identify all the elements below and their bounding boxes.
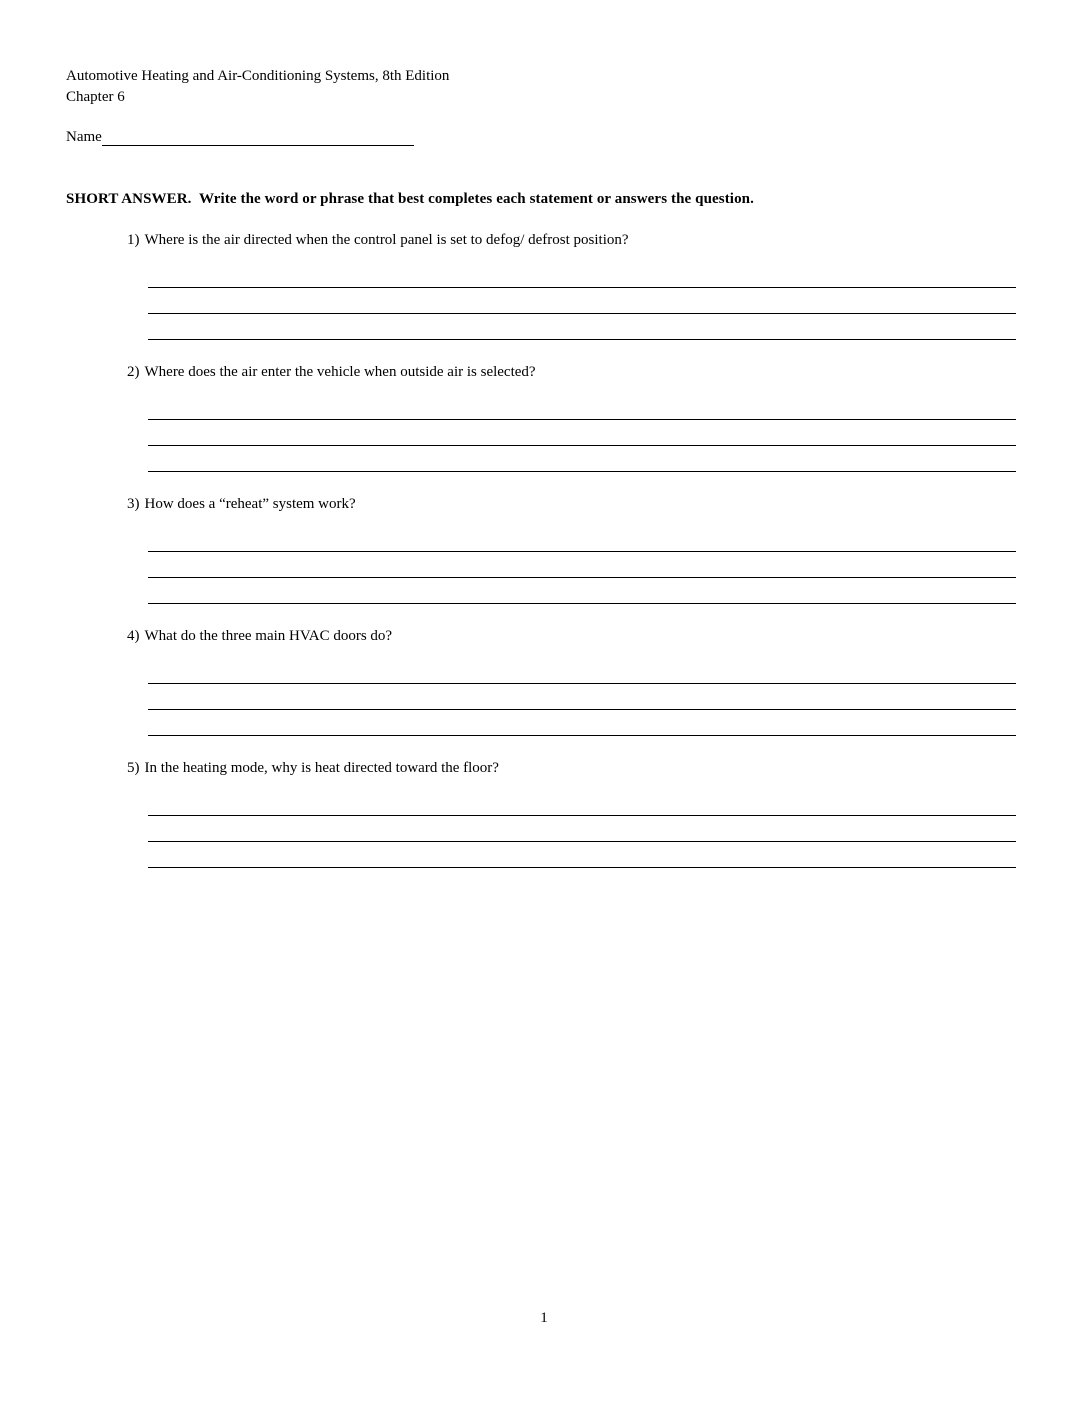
answer-blank-line[interactable]	[148, 578, 1016, 604]
document-title: Automotive Heating and Air-Conditioning Systems, 8th Edition	[66, 68, 450, 84]
answer-blank-line[interactable]	[148, 446, 1016, 472]
question-block-5	[66, 758, 1016, 868]
question-label: Where is the air directed when the control panel is set to defog/ defrost position?	[144, 232, 629, 248]
page-number: 1	[540, 1310, 548, 1326]
question-block-4	[66, 626, 1016, 736]
question-text-2	[127, 362, 1016, 382]
answer-blank-line[interactable]	[148, 710, 1016, 736]
answer-lines-4	[148, 658, 1016, 736]
document-chapter: Chapter 6	[66, 89, 125, 105]
question-label: Where does the air enter the vehicle when outside air is selected?	[144, 364, 536, 380]
question-label: How does a “reheat” system work?	[144, 496, 356, 512]
answer-blank-line[interactable]	[148, 552, 1016, 578]
answer-blank-line[interactable]	[148, 842, 1016, 868]
question-label: What do the three main HVAC doors do?	[144, 628, 393, 644]
answer-blank-line[interactable]	[148, 658, 1016, 684]
question-number: 4)	[127, 628, 140, 644]
answer-lines-2	[148, 394, 1016, 472]
answer-blank-line[interactable]	[148, 288, 1016, 314]
answer-lines-3	[148, 526, 1016, 604]
section-heading: SHORT ANSWER. Write the word or phrase that best completes each statement or answers the question.	[66, 191, 754, 207]
question-text-3	[127, 494, 1016, 514]
question-number: 3)	[127, 496, 140, 512]
questions-list	[66, 230, 1016, 868]
question-text-1	[127, 230, 1016, 250]
answer-blank-line[interactable]	[148, 262, 1016, 288]
name-blank-line[interactable]	[102, 127, 414, 146]
question-block-3	[66, 494, 1016, 604]
answer-lines-5	[148, 790, 1016, 868]
question-block-2	[66, 362, 1016, 472]
document-header	[66, 66, 1016, 108]
question-label: In the heating mode, why is heat directed toward the floor?	[144, 760, 499, 776]
question-number: 1)	[127, 232, 140, 248]
question-text-5	[127, 758, 1016, 778]
answer-blank-line[interactable]	[148, 816, 1016, 842]
answer-blank-line[interactable]	[148, 526, 1016, 552]
answer-blank-line[interactable]	[148, 394, 1016, 420]
answer-lines-1	[148, 262, 1016, 340]
question-block-1	[66, 230, 1016, 340]
name-row	[66, 127, 1016, 149]
question-text-4	[127, 626, 1016, 646]
name-label: Name	[66, 129, 102, 145]
answer-blank-line[interactable]	[148, 314, 1016, 340]
answer-blank-line[interactable]	[148, 684, 1016, 710]
answer-blank-line[interactable]	[148, 790, 1016, 816]
question-number: 5)	[127, 760, 140, 776]
answer-blank-line[interactable]	[148, 420, 1016, 446]
question-number: 2)	[127, 364, 140, 380]
